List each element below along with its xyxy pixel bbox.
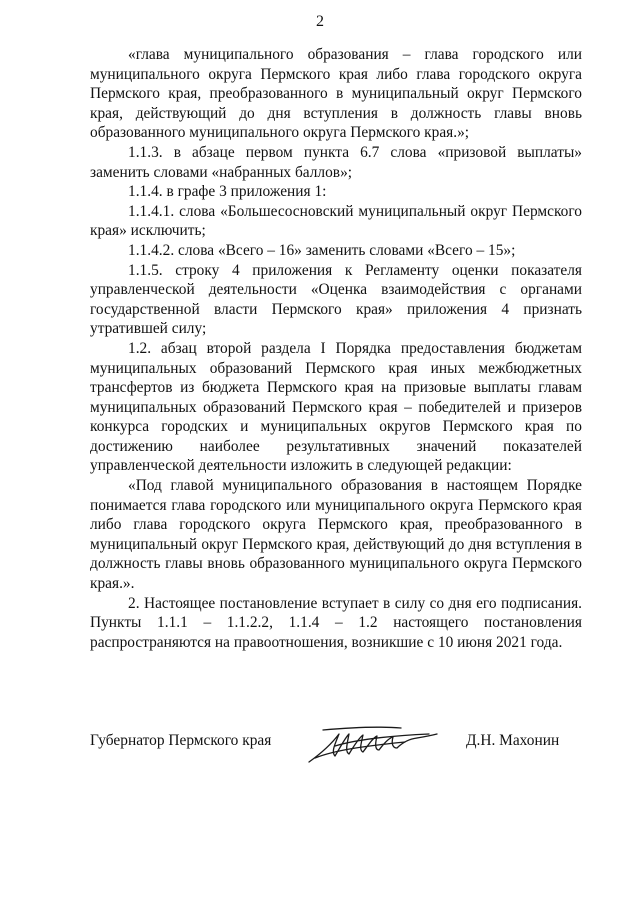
paragraph-order-quote: «Под главой муниципального образования в настоящем Порядке понимается глава городского или муниципального округа Пермского края либо глава городского округа Пермского края, преобразованного в муниципальный округ Пермского края, действующий до дня вступления в должность главы вновь образованного муниципального округа Пермского края.».	[90, 477, 582, 593]
signatory-name: Д.Н. Махонин	[466, 732, 560, 749]
paragraph-definition-quote: «глава муниципального образования – глава городского или муниципального округа Пермского края либо глава городского округа Пермского края, преобразованного в муниципальный округ Пермского края, действующий до дня вступления в должность главы вновь образованного муниципального округа Пермского края.»;	[90, 46, 582, 142]
paragraph-2-effective-date: 2. Настоящее постановление вступает в силу со дня его подписания. Пункты 1.1.1 – 1.1.2.2, 1.1.4 – 1.2 настоящего постановления распространяются на правоотношения, возникшие с 10 июня 2021 года.	[90, 594, 582, 651]
paragraph-1-1-5: 1.1.5. строку 4 приложения к Регламенту оценки показателя управленческой деятельности «Оценка взаимодействия с органами государственной власти Пермского края» приложения 4 признать утратившей силу;	[90, 261, 582, 338]
paragraph-1-2: 1.2. абзац второй раздела I Порядка предоставления бюджетам муниципальных образований Пермского края иных межбюджетных трансфертов из бюджета Пермского края на призовые выплаты главам муниципальных образований Пермского края – победителей и призеров конкурса городских и муниципальных округов Пермского края по достижению наиболее результативных значений показателей управленческой деятельности изложить в следующей редакции:	[90, 339, 582, 475]
page-number: 2	[316, 13, 324, 30]
paragraph-1-1-4: 1.1.4. в графе 3 приложения 1:	[128, 183, 327, 201]
paragraph-1-1-3: 1.1.3. в абзаце первом пункта 6.7 слова «призовой выплаты» заменить словами «набранных баллов»;	[90, 143, 582, 181]
document-body	[90, 45, 582, 652]
paragraph-1-1-4-2: 1.1.4.2. слова «Всего – 16» заменить словами «Всего – 15»;	[128, 241, 516, 259]
signature-block	[90, 722, 582, 772]
signatory-position: Губернатор Пермского края	[90, 732, 272, 749]
handwritten-signature	[305, 722, 445, 766]
paragraph-1-1-4-1: 1.1.4.1. слова «Большесосновский муниципальный округ Пермского края» исключить;	[90, 202, 582, 240]
